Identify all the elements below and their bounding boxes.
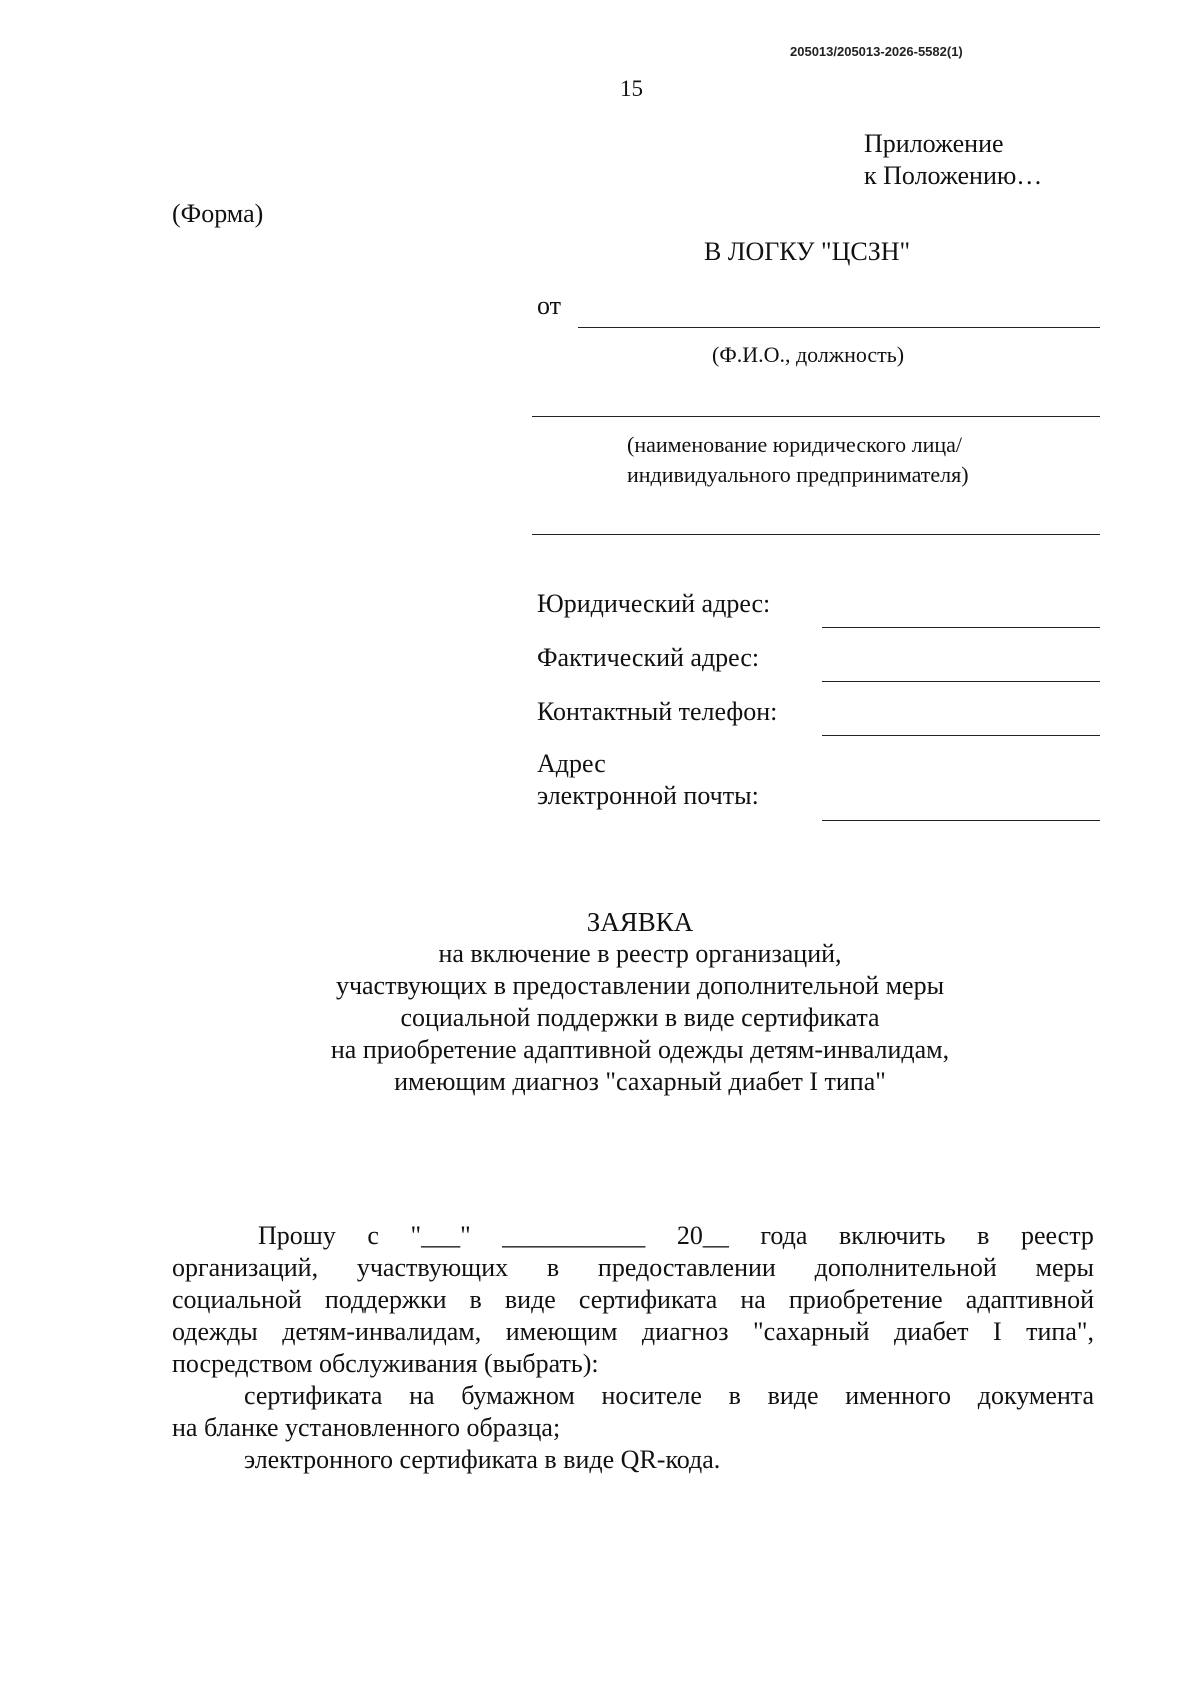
fio-input-line[interactable] — [578, 327, 1100, 328]
organization-extra-line[interactable] — [532, 534, 1100, 535]
option-qr-certificate[interactable]: электронного сертификата в виде QR-кода. — [244, 1445, 721, 1474]
email-label-line2: электронной почты: — [537, 781, 759, 810]
request-line-4: одежды детям-инвалидам, имеющим диагноз "сахарный диабет I типа", — [172, 1317, 1094, 1346]
phone-label: Контактный телефон: — [537, 697, 778, 726]
word: реестр — [1020, 1221, 1094, 1250]
option-paper-certificate-cont: на бланке установленного образца; — [172, 1413, 561, 1442]
form-label: (Форма) — [172, 199, 264, 228]
from-label: от — [537, 291, 562, 320]
addressee: В ЛОГКУ "ЦСЗН" — [704, 237, 911, 266]
legal-address-label: Юридический адрес: — [537, 589, 771, 618]
appendix-subtitle: к Положению… — [864, 161, 1043, 190]
year-blank[interactable]: 20__ — [676, 1221, 729, 1250]
request-line-1 — [172, 1220, 1094, 1252]
appendix-title: Приложение — [864, 129, 1004, 158]
page-number: 15 — [620, 76, 643, 101]
legal-address-input-line[interactable] — [822, 627, 1100, 628]
word: в — [977, 1221, 990, 1250]
organization-input-line[interactable] — [532, 416, 1100, 417]
phone-input-line[interactable] — [822, 735, 1100, 736]
actual-address-input-line[interactable] — [822, 681, 1100, 682]
request-paragraph — [172, 1220, 1094, 1476]
title-heading: ЗАЯВКА — [586, 907, 694, 937]
word: года — [760, 1221, 808, 1250]
actual-address-label: Фактический адрес: — [537, 643, 760, 672]
organization-caption-line2: индивидуального предпринимателя) — [627, 462, 969, 487]
fio-caption: (Ф.И.О., должность) — [712, 342, 905, 367]
title-line: имеющим диагноз "сахарный диабет I типа" — [394, 1067, 886, 1096]
title-line: на приобретение адаптивной одежды детям-инвалидам, — [330, 1035, 950, 1064]
title-line: участвующих в предоставлении дополнительной меры — [335, 971, 945, 1000]
word: с — [367, 1221, 379, 1250]
word: включить — [839, 1221, 946, 1250]
document-id: 205013/205013-2026-5582(1) — [790, 44, 963, 59]
title-line: на включение в реестр организаций, — [438, 939, 842, 968]
email-input-line[interactable] — [822, 820, 1100, 821]
word: Прошу — [258, 1221, 336, 1250]
option-paper-certificate[interactable]: сертификата на бумажном носителе в виде именного документа — [244, 1381, 1094, 1410]
request-line-5: посредством обслуживания (выбрать): — [172, 1349, 599, 1378]
title-line: социальной поддержки в виде сертификата — [400, 1003, 880, 1032]
request-line-3: социальной поддержки в виде сертификата на приобретение адаптивной — [172, 1285, 1094, 1314]
application-title — [250, 906, 1030, 1098]
email-label-line1: Адрес — [537, 749, 606, 778]
organization-caption-line1: (наименование юридического лица/ — [627, 432, 963, 457]
day-blank[interactable]: "___" — [410, 1221, 471, 1250]
request-line-2: организаций, участвующих в предоставлении дополнительной меры — [172, 1253, 1094, 1282]
month-blank[interactable]: ___________ — [502, 1221, 646, 1250]
